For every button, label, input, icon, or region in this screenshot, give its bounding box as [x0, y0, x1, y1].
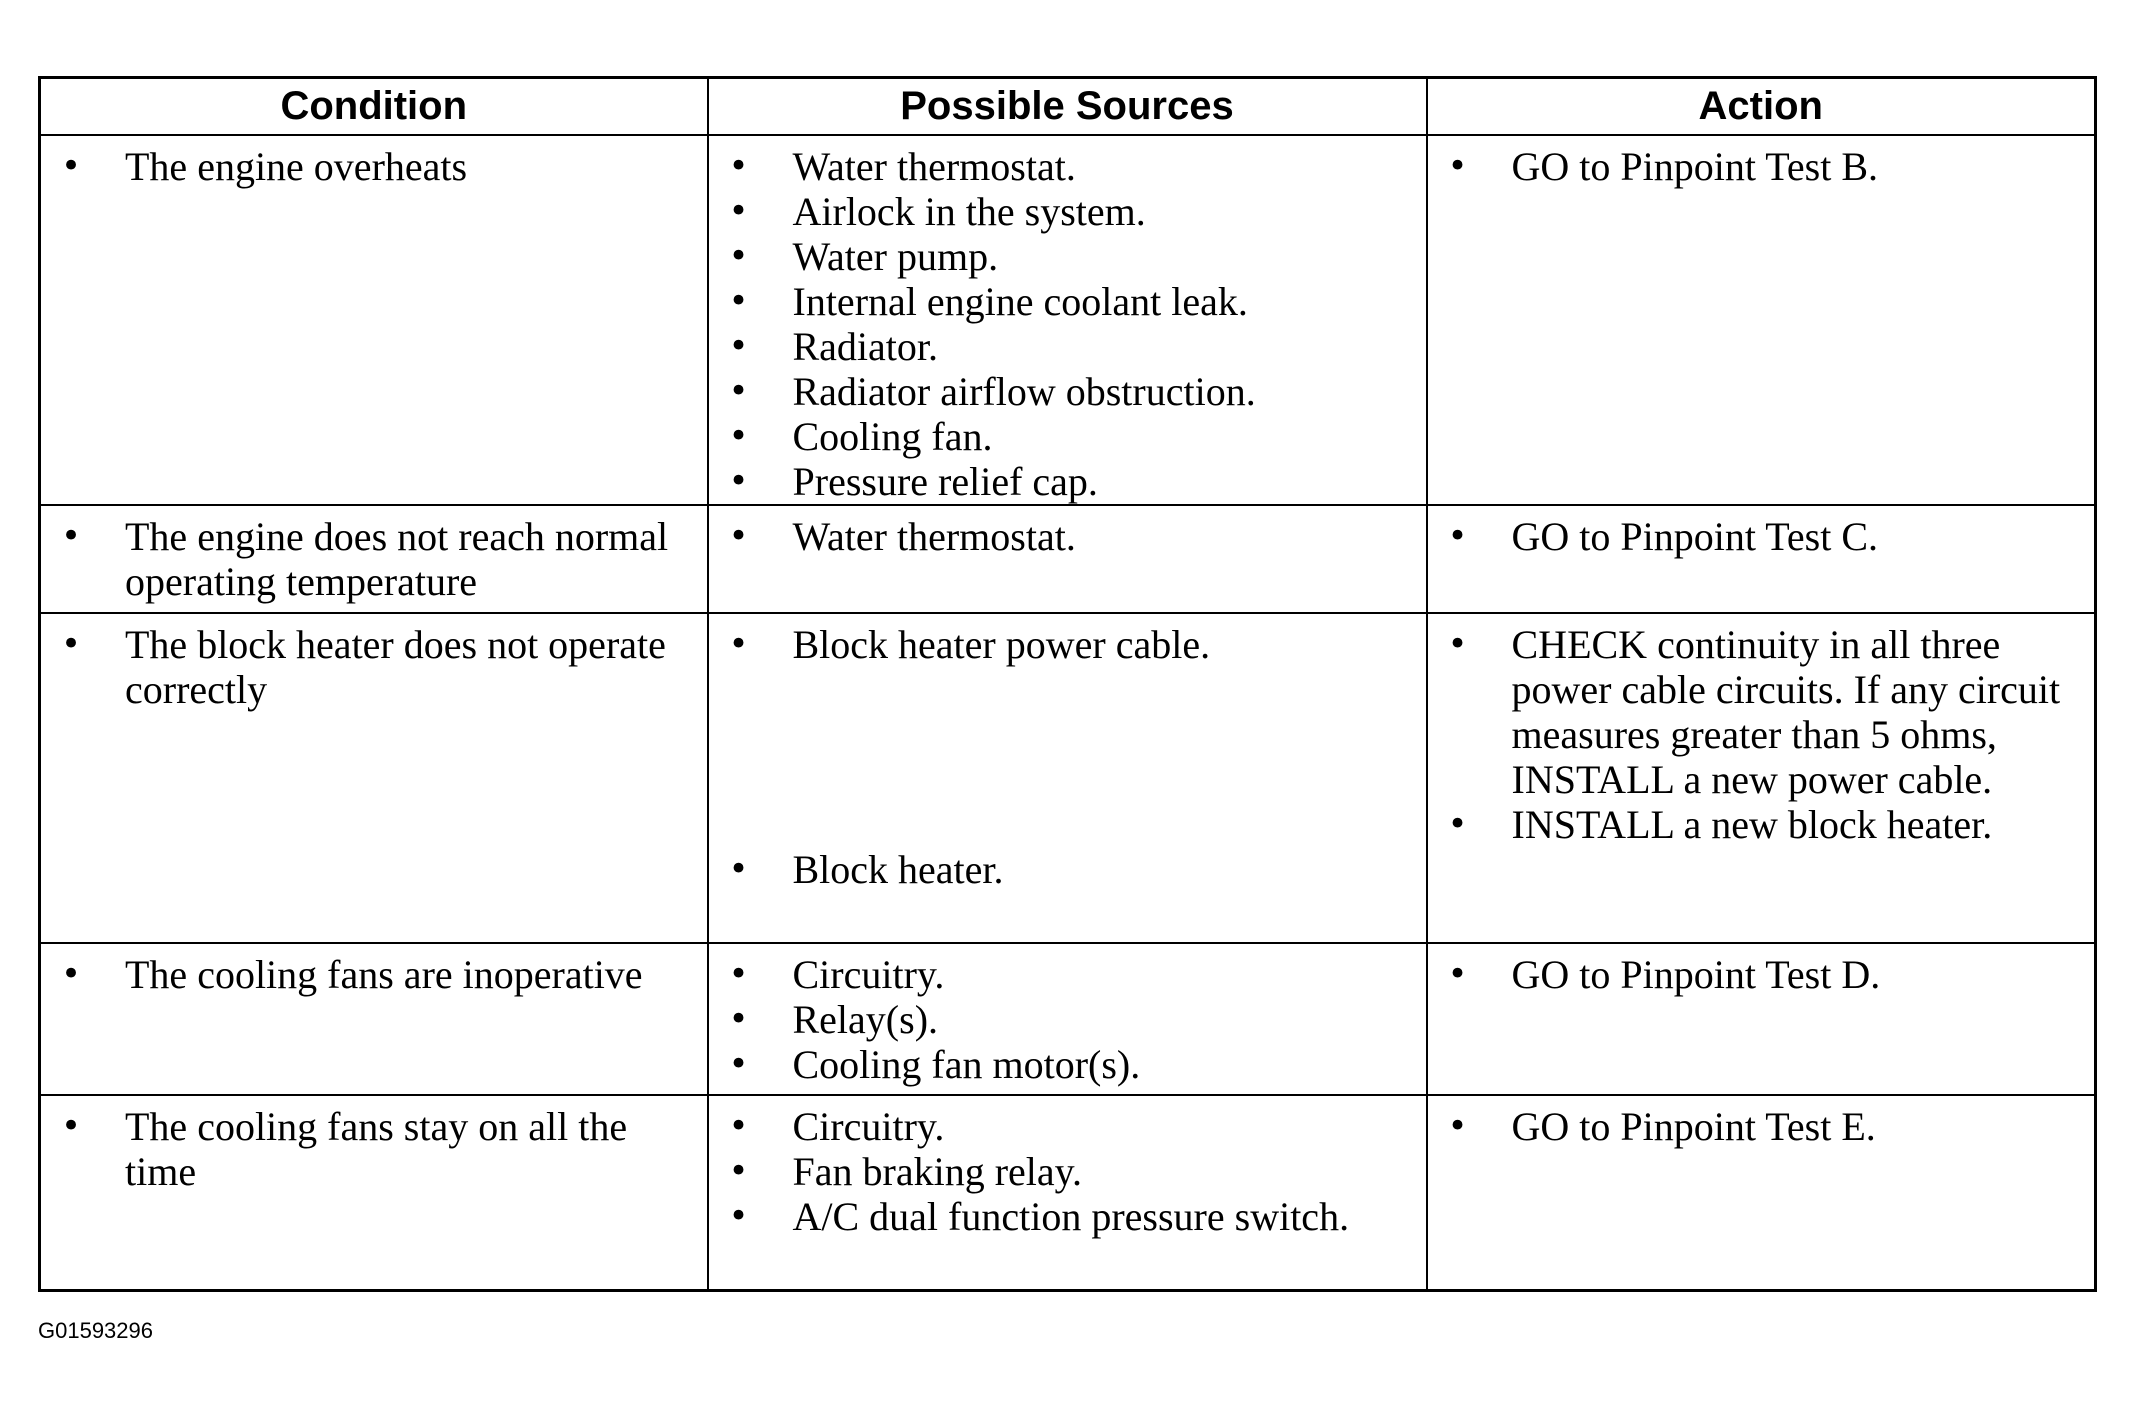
action-cell [1427, 943, 2096, 1095]
header-condition: Condition [40, 78, 708, 136]
action-item: • GO to Pinpoint Test E. [1444, 1104, 2079, 1149]
source-item: • A/C dual function pressure switch. [725, 1194, 1410, 1239]
header-row [40, 78, 2096, 136]
header-action: Action [1427, 78, 2096, 136]
table-row [40, 505, 2096, 612]
source-item: • Cooling fan. [725, 414, 1410, 459]
action-item: • GO to Pinpoint Test C. [1444, 514, 2079, 559]
source-item: • Circuitry. [725, 952, 1410, 997]
action-item: • INSTALL a new block heater. [1444, 802, 2079, 847]
condition-cell [40, 505, 708, 612]
diagnosis-table [38, 76, 2097, 1292]
action-cell [1427, 1095, 2096, 1290]
header-possible-sources: Possible Sources [708, 78, 1427, 136]
action-cell [1427, 505, 2096, 612]
source-item: • Relay(s). [725, 997, 1410, 1042]
table-row [40, 943, 2096, 1095]
condition-text: • The cooling fans are inoperative [57, 952, 691, 997]
sources-cell [708, 943, 1427, 1095]
source-item: • Radiator. [725, 324, 1410, 369]
source-item: • Internal engine coolant leak. [725, 279, 1410, 324]
condition-text: • The cooling fans stay on all the time [57, 1104, 691, 1194]
sources-cell [708, 505, 1427, 612]
action-item: • GO to Pinpoint Test D. [1444, 952, 2079, 997]
action-cell [1427, 613, 2096, 943]
source-item: • Water thermostat. [725, 144, 1410, 189]
condition-text: • The engine does not reach normal operating temperature [57, 514, 691, 604]
source-item: • Airlock in the system. [725, 189, 1410, 234]
condition-text: • The block heater does not operate correctly [57, 622, 691, 712]
source-item: • Block heater. [725, 847, 1410, 892]
source-item: • Pressure relief cap. [725, 459, 1410, 504]
table-row [40, 613, 2096, 943]
source-item: • Block heater power cable. [725, 622, 1410, 667]
table-row [40, 1095, 2096, 1290]
condition-cell [40, 613, 708, 943]
source-item: • Water thermostat. [725, 514, 1410, 559]
sources-cell [708, 613, 1427, 943]
action-cell [1427, 135, 2096, 505]
condition-cell [40, 1095, 708, 1290]
sources-cell [708, 135, 1427, 505]
action-item: • GO to Pinpoint Test B. [1444, 144, 2079, 189]
source-item: • Radiator airflow obstruction. [725, 369, 1410, 414]
source-item: • Water pump. [725, 234, 1410, 279]
figure-id: G01593296 [38, 1318, 153, 1343]
table-row [40, 135, 2096, 505]
condition-cell [40, 943, 708, 1095]
source-item: • Fan braking relay. [725, 1149, 1410, 1194]
sources-cell [708, 1095, 1427, 1290]
condition-cell [40, 135, 708, 505]
condition-text: • The engine overheats [57, 144, 691, 189]
action-item: • CHECK continuity in all three power cable circuits. If any circuit measures greater than 5 ohms, INSTALL a new power cable. [1444, 622, 2079, 802]
source-item: • Circuitry. [725, 1104, 1410, 1149]
source-item: • Cooling fan motor(s). [725, 1042, 1410, 1087]
